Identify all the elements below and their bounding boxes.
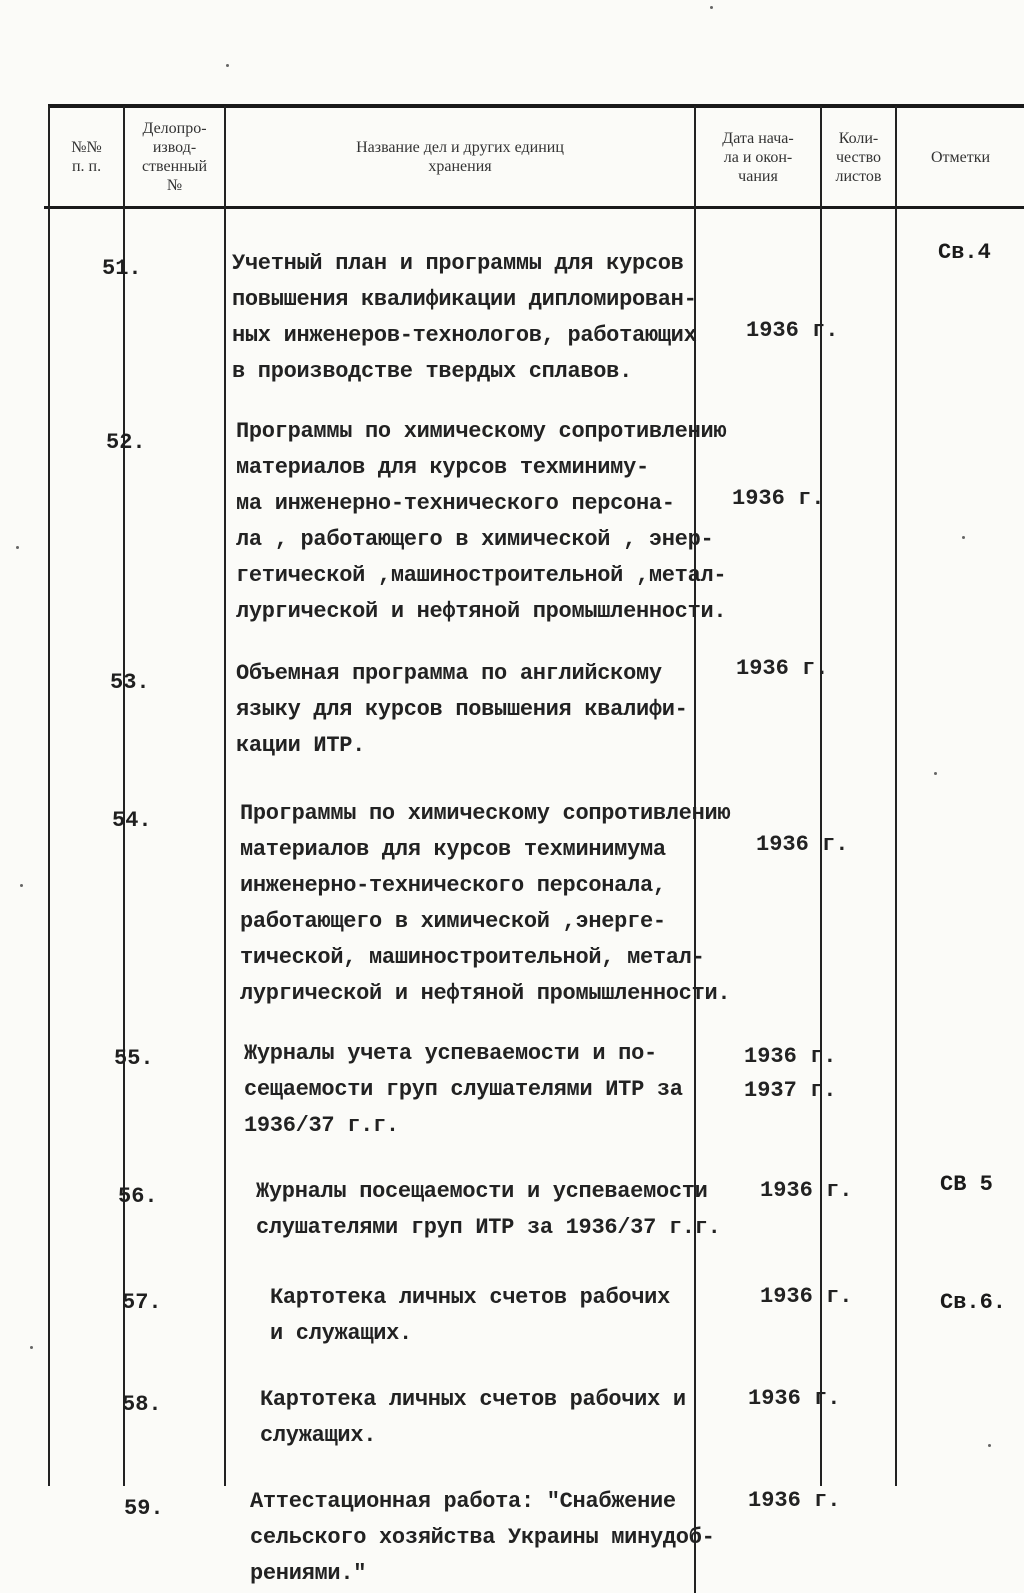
entry-number: 58.: [122, 1392, 162, 1417]
column-rule-1: [123, 106, 125, 1486]
column-rule-left: [48, 106, 50, 1486]
entry-number: 52.: [106, 430, 146, 455]
entry-title: Картотека личных счетов рабочих и служащих.: [260, 1387, 686, 1448]
scan-speck: [934, 772, 937, 775]
entry-date: 1936 г.: [756, 832, 849, 857]
entry-date: 1936 г.: [736, 656, 829, 681]
column-rule-4: [820, 106, 822, 1486]
scan-speck: [20, 884, 23, 887]
entry-number: 51.: [102, 256, 142, 281]
entry-date: 1936 г. 1937 г.: [744, 1044, 837, 1103]
scan-speck: [710, 6, 713, 9]
entry-number: 55.: [114, 1046, 154, 1071]
entry-number: 57.: [122, 1290, 162, 1315]
entry-number: 53.: [110, 670, 150, 695]
entry-title: Программы по химическому сопротивлению материалов для курсов техминиму- ма инженерно-технического персона- ла , работающего в химической , энер- гетической ,машиностроительной ,метал- лургической и нефтяной промышленности.: [236, 419, 727, 624]
entry-date: 1936 г.: [760, 1284, 853, 1309]
entry-note: Св.6.: [940, 1290, 1007, 1315]
scan-speck: [962, 536, 965, 539]
column-rule-5: [895, 106, 897, 1486]
table-top-rule: [48, 104, 1024, 108]
header-col-num: №№ п. п.: [71, 139, 102, 175]
entry-title: Объемная программа по английскому языку для курсов повышения квалифи- кации ИТР.: [236, 661, 688, 758]
scan-speck: [988, 1444, 991, 1447]
scan-speck: [30, 1346, 33, 1349]
scan-speck: [16, 546, 19, 549]
entry-title: Учетный план и программы для курсов повышения квалификации дипломирован- ных инженеров-технологов, работающих в производстве твердых сплавов.: [232, 251, 697, 384]
entry-title: Картотека личных счетов рабочих и служащих.: [270, 1285, 670, 1346]
entry-date: 1936 г.: [760, 1178, 853, 1203]
header-col-notes: Отметки: [930, 148, 991, 166]
header-col-title: Название дел и других единиц хранения: [356, 139, 564, 175]
entry-title: Аттестационная работа: "Снабжение сельского хозяйства Украины минудоб- рениями.": [250, 1489, 715, 1586]
entry-date: 1936 г.: [746, 318, 839, 343]
entry-number: 59.: [124, 1496, 164, 1521]
entry-date: 1936 г.: [748, 1386, 841, 1411]
entry-note: СВ 5: [940, 1172, 993, 1197]
column-rule-2: [224, 106, 226, 1486]
entry-title: Журналы посещаемости и успеваемости слушателями груп ИТР за 1936/37 г.г.: [256, 1179, 721, 1240]
header-col-office-num: Делопро- извод- ственный №: [141, 120, 208, 194]
header-col-dates: Дата нача- ла и окон- чания: [722, 129, 794, 185]
entry-number: 56.: [118, 1184, 158, 1209]
entry-note: Св.4: [938, 240, 991, 265]
header-bottom-rule: [44, 206, 1024, 209]
scan-speck: [226, 64, 229, 67]
entry-number: 54.: [112, 808, 152, 833]
header-col-sheets: Коли- чество листов: [835, 129, 882, 185]
entry-date: 1936 г.: [732, 486, 825, 511]
entry-title: Журналы учета успеваемости и по- сещаемости груп слушателями ИТР за 1936/37 г.г.: [244, 1041, 683, 1138]
entry-date: 1936 г.: [748, 1488, 841, 1513]
entry-title: Программы по химическому сопротивлению материалов для курсов техминимума инженерно-технического персонала, работающего в химической ,энерге- тической, машиностроительной, метал- лургической и нефтяной промышленности.: [240, 801, 731, 1006]
